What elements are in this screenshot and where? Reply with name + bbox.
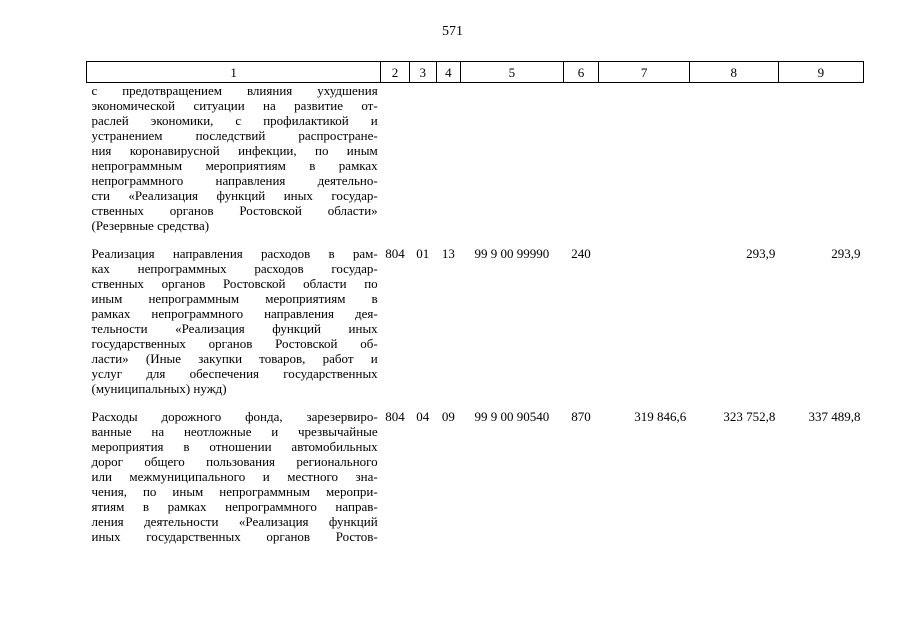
description-line: ственных органов Ростовской области по: [91, 276, 378, 291]
cell-amount-col7: [599, 83, 689, 234]
description-line: (муниципальных) нужд): [91, 381, 227, 396]
cell-subsection: 13: [441, 246, 455, 261]
cell-expense-type: 870: [571, 409, 591, 424]
header-col-5: 5: [461, 62, 564, 83]
cell-ministry-code: 804: [385, 246, 405, 261]
cell-amount-col8: 293,9: [746, 246, 776, 261]
description-line: экономической ситуации на развитие от-: [91, 98, 378, 113]
header-col-4: 4: [436, 62, 461, 83]
cell-subsection: 09: [441, 409, 455, 424]
cell-expense-type: [563, 83, 599, 234]
description-line: раслей экономики, с профилактикой и: [91, 113, 378, 128]
table-row: [87, 396, 864, 544]
cell-amount-col7: [599, 233, 689, 396]
page-number: 571: [442, 24, 463, 39]
cell-amount-col9: 337 489,8: [808, 409, 861, 424]
description-line: непрограммного направления деятельно-: [91, 173, 378, 188]
cell-amount-col9: 293,9: [831, 246, 861, 261]
description-line: иных государственных органов Ростов-: [91, 529, 378, 544]
table-header: [87, 62, 864, 83]
description-line: тельности «Реализация функций иных: [91, 321, 378, 336]
header-col-1: 1: [87, 62, 381, 83]
description-line: сти «Реализация функций иных государ-: [91, 188, 378, 203]
description-line: Реализация направления расходов в рам-: [91, 246, 378, 261]
description-line: ния коронавирусной инфекции, по иным: [91, 143, 378, 158]
description-line: чения, по иным непрограммным меропри-: [91, 484, 378, 499]
cell-amount-col9: [778, 83, 863, 234]
description-line: иным непрограммным мероприятиям в: [91, 291, 378, 306]
header-col-7: 7: [599, 62, 689, 83]
description-line: мероприятия в отношении автомобильных: [91, 439, 378, 454]
description-line: дорог общего пользования регионального: [91, 454, 378, 469]
description-line: Расходы дорожного фонда, зарезервиро-: [91, 409, 378, 424]
cell-section: [409, 83, 436, 234]
description-line: государственных органов Ростовской об-: [91, 336, 378, 351]
row-description: [87, 396, 381, 544]
cell-section: 01: [416, 246, 430, 261]
header-col-6: 6: [563, 62, 599, 83]
cell-amount-col8: [689, 83, 778, 234]
table-row: [87, 83, 864, 234]
description-line: рамках непрограммного направления дея-: [91, 306, 378, 321]
description-line: ласти» (Иные закупки товаров, работ и: [91, 351, 378, 366]
header-col-8: 8: [689, 62, 778, 83]
row-description: [87, 83, 381, 234]
cell-subsection: [436, 83, 461, 234]
cell-expense-type: 240: [571, 246, 591, 261]
description-line: ках непрограммных расходов государ-: [91, 261, 378, 276]
cell-ministry-code: [381, 83, 410, 234]
description-line: с предотвращением влияния ухудшения: [91, 83, 378, 98]
description-line: услуг для обеспечения государственных: [91, 366, 378, 381]
header-col-9: 9: [778, 62, 863, 83]
description-line: ления деятельности «Реализация функций: [91, 514, 378, 529]
cell-amount-col7: 319 846,6: [634, 409, 687, 424]
budget-table: [86, 61, 864, 544]
description-line: непрограммным мероприятиям в рамках: [91, 158, 378, 173]
description-line: ственных органов Ростовской области»: [91, 203, 378, 218]
cell-ministry-code: 804: [385, 409, 405, 424]
cell-section: 04: [416, 409, 430, 424]
cell-target-article: 99 9 00 90540: [474, 409, 550, 424]
row-description: [87, 233, 381, 396]
description-line: или межмуниципального и местного зна-: [91, 469, 378, 484]
description-line: устранением последствий распростране-: [91, 128, 378, 143]
table-row: [87, 233, 864, 396]
header-col-3: 3: [409, 62, 436, 83]
cell-amount-col8: 323 752,8: [723, 409, 776, 424]
cell-target-article: 99 9 00 99990: [474, 246, 550, 261]
description-line: ятиям в рамках непрограммного направ-: [91, 499, 378, 514]
description-line: (Резервные средства): [91, 218, 210, 233]
header-col-2: 2: [381, 62, 410, 83]
header-row: [87, 62, 864, 83]
cell-target-article: [461, 83, 564, 234]
description-line: ванные на неотложные и чрезвычайные: [91, 424, 378, 439]
